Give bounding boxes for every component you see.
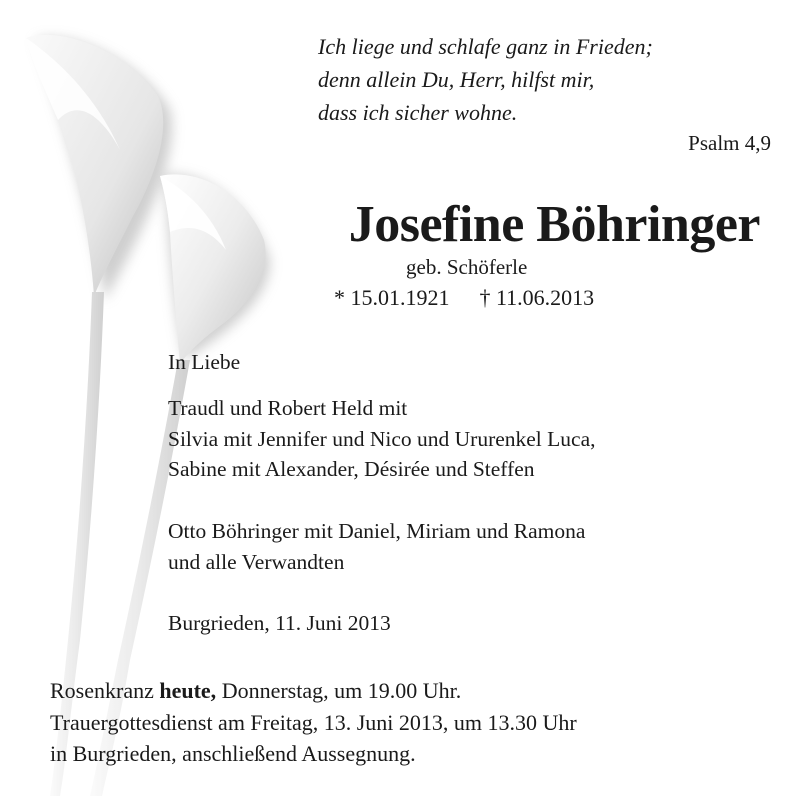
mourners-family-1: [168, 393, 596, 485]
birth-date: * 15.01.1921: [334, 285, 450, 310]
mourners-family-2: [168, 516, 585, 577]
verse-line: dass ich sicher wohne.: [318, 100, 518, 125]
death-date: † 11.06.2013: [479, 285, 595, 310]
place-and-date: Burgrieden, 11. Juni 2013: [168, 611, 391, 635]
mourner-line: Traudl und Robert Held mit: [168, 396, 408, 420]
verse-line: denn allein Du, Herr, hilfst mir,: [318, 67, 595, 92]
mourner-line: Otto Böhringer mit Daniel, Miriam und Ramona: [168, 519, 586, 543]
funeral-line: Trauergottesdienst am Freitag, 13. Juni 2013, um 13.30 Uhr: [50, 709, 577, 735]
verse-reference: Psalm 4,9: [688, 131, 771, 155]
deceased-name: Josefine Böhringer: [348, 196, 760, 253]
life-dates: [334, 285, 594, 311]
mourner-line: Sabine mit Alexander, Désirée und Steffen: [168, 457, 535, 481]
verse-line: Ich liege und schlafe ganz in Frieden;: [318, 34, 653, 59]
mourner-line: und alle Verwandten: [168, 549, 345, 574]
rosary-line: [50, 675, 577, 707]
birth-name: geb. Schöferle: [406, 255, 528, 279]
rosary-time: Donnerstag, um 19.00 Uhr.: [216, 678, 462, 703]
rosary-emphasis: heute,: [159, 678, 217, 703]
mourner-line: Silvia mit Jennifer und Nico und Ururenkel Luca,: [168, 426, 596, 451]
bible-verse: [318, 30, 778, 129]
mourners-intro: In Liebe: [168, 350, 241, 374]
funeral-line: in Burgrieden, anschließend Aussegnung.: [50, 741, 416, 766]
rosary-prefix: Rosenkranz: [50, 678, 160, 703]
service-info: [50, 675, 577, 770]
